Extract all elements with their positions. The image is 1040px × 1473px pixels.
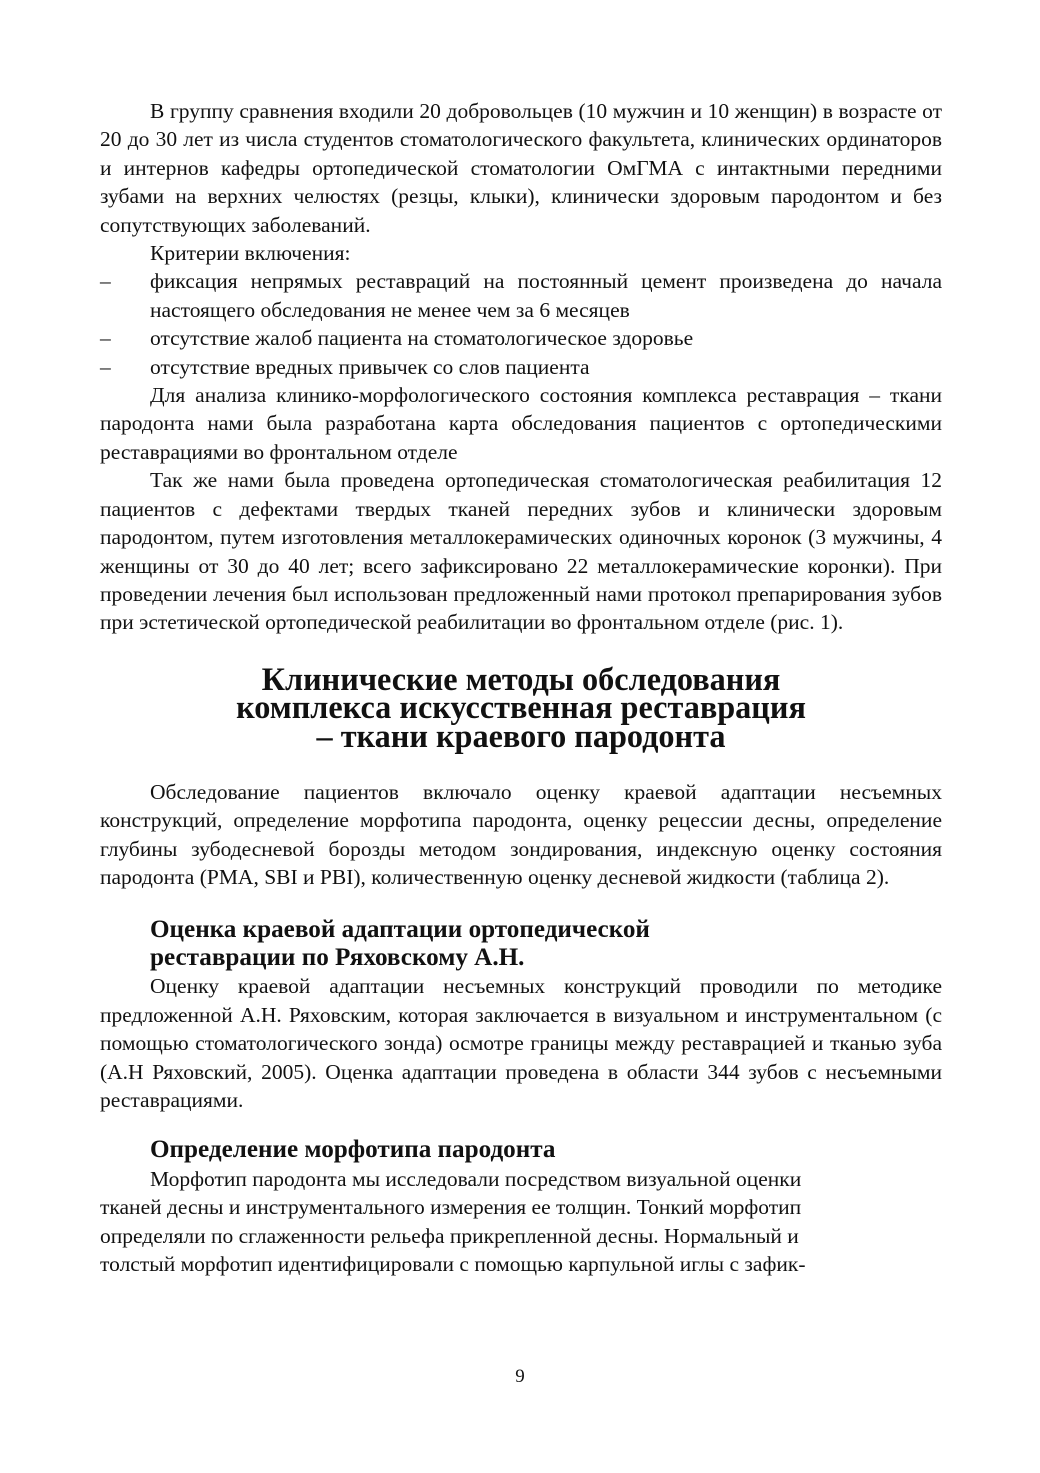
- paragraph-morphotype: [100, 1165, 942, 1279]
- dash-marker: –: [100, 354, 111, 379]
- paragraph-line: толстый морфотип идентифицировали с помощью карпульной иглы с зафик-: [100, 1252, 806, 1277]
- list-item: [100, 324, 942, 352]
- paragraph-adaptation: Оценку краевой адаптации несъемных конструкций проводили по методике предложенной А.Н. Ряховским, которая заключается в визуальном и инструментальном (с помощью стоматологического зонда) осмотре границы между реставрацией и тканью зуба (А.Н Ряховский, 2005). Оценка адаптации проведена в области 344 зубов с несъемными реставрациями.: [100, 974, 942, 1112]
- dash-marker: –: [100, 269, 111, 294]
- criteria-label: Критерии включения:: [150, 241, 351, 266]
- subsection-title-line: реставрации по Ряховскому А.Н.: [150, 943, 525, 971]
- list-item-text: фиксация непрямых реставраций на постоянный цемент произведена до начала настоящего обследования не менее чем за 6 месяцев: [150, 269, 942, 322]
- section-title-line: – ткани краевого пародонта: [316, 717, 726, 754]
- paragraph-line: тканей десны и инструментального измерения ее толщин. Тонкий морфотип: [100, 1195, 802, 1220]
- list-item: [100, 267, 942, 324]
- section-title: [100, 660, 942, 754]
- subsection-title-adaptation: [100, 916, 942, 973]
- dash-marker: –: [100, 326, 111, 351]
- paragraph-line: Морфотип пародонта мы исследовали посредством визуальной оценки: [150, 1166, 802, 1191]
- criteria-list: [100, 267, 942, 381]
- list-item-text: отсутствие вредных привычек со слов пациента: [150, 354, 590, 379]
- list-item: [100, 353, 942, 381]
- page-number: 9: [515, 1366, 525, 1387]
- section-title-line: Клинические методы обследования: [261, 660, 781, 697]
- subsection-title-line: Оценка краевой адаптации ортопедической: [150, 915, 650, 943]
- paragraph-rehabilitation: Так же нами была проведена ортопедическая стоматологическая реабилитация 12 пациентов с дефектами твердых тканей передних зубов и клинически здоровым пародонтом, путем изготовления металлокерамических одиночных коронок (3 мужчины, 4 женщины от 30 до 40 лет; всего зафиксировано 22 металлокерамические коронки). При проведении лечения был использован предложенный нами протокол препарирования зубов при эстетической ортопедической реабилитации во фронтальном отделе (рис. 1).: [100, 468, 942, 635]
- subsection-title-morphotype: Определение морфотипа пародонта: [150, 1136, 556, 1164]
- list-item-text: отсутствие жалоб пациента на стоматологическое здоровье: [150, 326, 694, 351]
- paragraph-analysis: Для анализа клинико-морфологического состояния комплекса реставрация – ткани пародонта нами была разработана карта обследования пациентов с ортопедическими реставрациями во фронтальном отделе: [100, 383, 942, 464]
- document-page: [100, 97, 942, 1278]
- paragraph-comparison-group: В группу сравнения входили 20 добровольцев (10 мужчин и 10 женщин) в возрасте от 20 до 30 лет из числа студентов стоматологического факультета, клинических ординаторов и интернов кафедры ортопедической стоматологии ОмГМА с интактными передними зубами на верхних челюстях (резцы, клыки), клинически здоровым пародонтом и без сопутствующих заболеваний.: [100, 99, 942, 237]
- section-title-line: комплекса искусственная реставрация: [236, 689, 806, 726]
- paragraph-examination: Обследование пациентов включало оценку краевой адаптации несъемных конструкций, определение морфотипа пародонта, оценку рецессии десны, определение глубины зубодесневой борозды методом зондирования, индексную оценку состояния пародонта (PMA, SBI и PBI), количественную оценку десневой жидкости (таблица 2).: [100, 779, 942, 890]
- paragraph-line: определяли по сглаженности рельефа прикрепленной десны. Нормальный и: [100, 1223, 799, 1248]
